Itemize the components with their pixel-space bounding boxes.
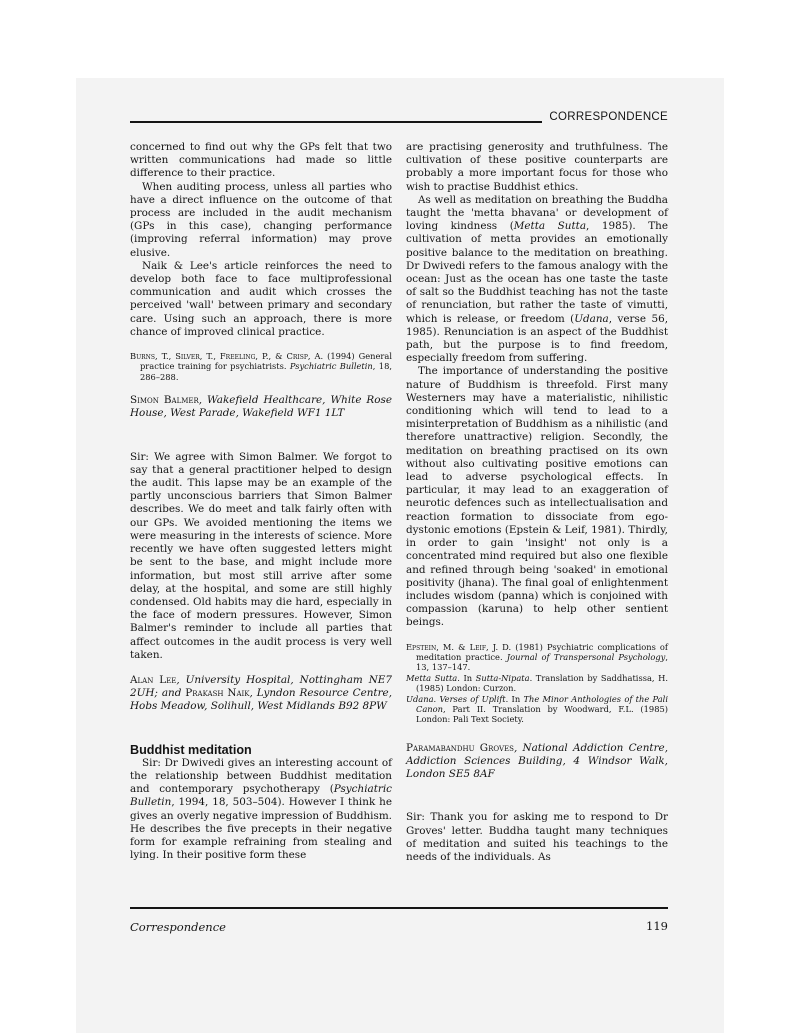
reference-title: The Minor Anthologies of the Pali Canon: [416, 693, 668, 714]
page-number: 119: [646, 919, 668, 933]
reference-text: . In: [457, 672, 476, 683]
section-title: Buddhist meditation: [130, 742, 252, 757]
signature: [130, 674, 392, 714]
reference-text: . Translation by Saddhatissa, H. (1985) London: Curzon.: [416, 672, 668, 694]
reference-text: (1981) Psychiatric complications of meditation practice.: [416, 641, 668, 662]
footer-rule: [130, 907, 668, 909]
author-name: Prakash Naik: [185, 687, 250, 700]
author-name: Paramabandhu Groves: [406, 741, 514, 754]
author-name: Alan Lee: [130, 673, 177, 686]
paragraph: concerned to find out why the GPs felt that two written communications had made so little difference to their practice.: [130, 141, 392, 180]
running-header: CORRESPONDENCE: [549, 111, 668, 123]
header-rule: [130, 121, 542, 123]
affiliation: , Lyndon Resource Centre, Hobs Meadow, Solihull, West Midlands B92 8PW: [130, 687, 393, 713]
citation-title: Udana: [574, 312, 609, 325]
reference: [406, 673, 668, 694]
paragraph-text: , 1994, 18, 503–504). However I think he gives an overly negative impression of Buddhism. He describes the five precepts in their negative form for example refraining from stealing and lying. In their positive form these: [130, 796, 392, 862]
citation-title: Metta Sutta: [513, 220, 587, 233]
reference: [130, 351, 392, 382]
paragraph-text: , 1985). The cultivation of metta provides an emotionally positive balance to the meditation on breathing. Dr Dwivedi refers to the famous analogy with the ocean: Just as the ocean has one taste the taste of salt so the Buddhist teaching has not the taste of renunciation, but rather the taste of vimutti, which is release, or freedom (: [406, 220, 669, 325]
paragraph-text: As well as meditation on breathing the Buddha taught the 'metta bhavana' or development of loving kindness (: [406, 193, 668, 233]
paragraph: Sir: We agree with Simon Balmer. We forgot to say that a general practitioner helped to design the audit. This lapse may be an example of the partly unconscious barriers that Simon Balmer describes. We do meet and talk fairly often with our GPs. We avoided mentioning the items we were measuring in the interests of science. More recently we have often suggested letters might be sent to the base, and might include more information, but most still arrive after some delay, at the hospital, and some are still highly condensed. Old habits may die hard, especially in the face of modern pressures. However, Simon Balmer's reminder to include all parties that affect outcomes in the audit process is very well taken.: [130, 450, 392, 661]
reference-authors: Epstein, M. & Leif, J. D.: [406, 641, 512, 652]
paragraph: [406, 194, 668, 366]
reference-journal: Psychiatric Bulletin: [289, 361, 373, 372]
signature: [406, 742, 668, 782]
paragraph: are practising generosity and truthfulness. The cultivation of these positive counterparts are probably a more important focus for those who wish to practise Buddhist ethics.: [406, 141, 668, 193]
reference: [406, 642, 668, 673]
reference-tail: , 18, 286–288.: [140, 361, 392, 382]
reference-title: Metta Sutta: [406, 672, 458, 683]
reference-authors: Burns, T., Silver, T., Freeling, P., & Crisp, A.: [130, 351, 324, 362]
author-name: Simon Balmer: [130, 394, 199, 407]
left-column: [130, 141, 392, 862]
reference-title: Sutta-Nipata: [475, 672, 530, 683]
running-footer: Correspondence: [130, 920, 226, 934]
signature: [130, 394, 392, 420]
paragraph-text: , verse 56, 1985). Renunciation is an aspect of the Buddhist path, but the purpose is to find freedom, especially freedom from suffering.: [406, 312, 669, 365]
paragraph: [130, 757, 392, 863]
reference-text: , Part II. Translation by Woodward, F.L. (1985) London: Pali Text Society.: [416, 703, 668, 725]
paragraph: When auditing process, unless all parties who have a direct influence on the outcome of that process are included in the audit mechanism (GPs in this case), changing performance (improving referral information) may prove elusive.: [130, 180, 392, 259]
paragraph: Naik & Lee's article reinforces the need to develop both face to face multiprofessional communication and audit which crosses the perceived 'wall' between primary and secondary care. Using such an approach, there is more chance of improved clinical practice.: [130, 259, 392, 338]
right-column: [406, 141, 668, 864]
affiliation: , Wakefield Healthcare, White Rose House, West Parade, Wakefield WF1 1LT: [130, 394, 392, 420]
affiliation: , National Addiction Centre, Addiction Sciences Building, 4 Windsor Walk, London SE5 8AF: [406, 741, 668, 781]
reference-journal: Journal of Transpersonal Psychology: [506, 651, 666, 662]
reference-tail: , 13, 137–147.: [416, 651, 668, 673]
paragraph: Sir: Thank you for asking me to respond to Dr Groves' letter. Buddha taught many techniques of meditation and suited his teachings to the needs of the individuals. As: [406, 811, 668, 863]
affiliation: , University Hospital, Nottingham NE7 2UH; and: [130, 673, 392, 700]
journal-title: Psychiatric Bulletin: [130, 783, 392, 809]
paragraph-text: Sir: Dr Dwivedi gives an interesting account of the relationship between Buddhist meditation and contemporary psychotherapy (: [130, 756, 392, 796]
reference-title: Udana. Verses of Uplift: [406, 693, 506, 704]
reference-text: . In: [505, 693, 524, 704]
paragraph: The importance of understanding the positive nature of Buddhism is threefold. First many Westerners may have a materialistic, nihilistic conditioning which will tend to lead to a misinterpretation of Buddhism as a nihilistic (and therefore unattractive) religion. Secondly, the meditation on breathing practised on its own without also cultivating positive emotions can lead to adverse psychological effects. In particular, it may lead to an exaggeration of neurotic defences such as intellectualisation and reaction formation to dissociate from ego-dystonic emotions (Epstein & Leif, 1981). Thirdly, in order to gain 'insight' not only is a concentrated mind required but also one flexible and refined through being 'soaked' in emotional positivity (jhana). The final goal of enlightenment includes wisdom (panna) which is conjoined with compassion (karuna) to help other sentient beings.: [406, 365, 668, 629]
reference: [406, 694, 668, 725]
reference-text: (1994) General practice training for psychiatrists.: [140, 351, 392, 372]
